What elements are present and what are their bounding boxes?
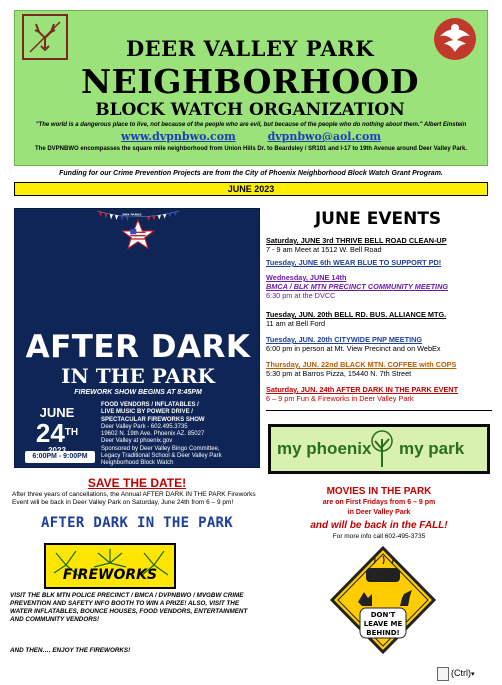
einstein-quote: "The world is a dangerous place to live, not because of the people who are evil, but because of the people who do nothing about them." Albert Einstein xyxy=(35,122,467,128)
phx-parks-logo: PHX PARKS xyxy=(122,212,142,217)
paste-options-button[interactable] xyxy=(437,664,497,682)
movies-line-1: are on First Fridays from 6 – 9 pm xyxy=(322,499,436,506)
poster-time: 6:00PM - 9:00PM xyxy=(25,451,95,463)
event-detail: 6 – 9 pm Fun & Fireworks in Deer Valley Park xyxy=(266,394,414,403)
event-title: Wednesday, JUNE 14th xyxy=(266,273,347,282)
event-item xyxy=(266,273,492,300)
save-the-date-body: After three years of cancellations, the Annual AFTER DARK IN THE PARK Fireworks Event will be back in Deer Valley Park on Saturday, June 24th from 6 – 9 pm! xyxy=(12,491,256,506)
paste-label: (Ctrl) xyxy=(451,668,471,678)
car-icon xyxy=(366,568,400,582)
my-park-text: my park xyxy=(399,439,465,458)
poster-detail: FOOD VENDORS / INFLATABLES / xyxy=(101,402,199,408)
sign-line-3: BEHIND! xyxy=(366,629,400,637)
pennant-banner xyxy=(15,209,260,249)
event-item xyxy=(266,258,492,267)
events-divider xyxy=(266,410,492,411)
event-title-2: BMCA / BLK MTN PRECINCT COMMUNITY MEETING xyxy=(266,282,449,291)
after-dark-poster xyxy=(14,208,260,468)
poster-detail: SPECTACULAR FIREWORKS SHOW xyxy=(101,416,205,423)
movies-info: For more info call 602-495-3735 xyxy=(332,533,426,540)
poster-month: JUNE xyxy=(39,405,75,420)
fireworks-graphic xyxy=(44,543,176,589)
month-banner: JUNE 2023 xyxy=(14,182,488,196)
poster-day: 24TH xyxy=(35,418,79,448)
event-item xyxy=(266,385,492,403)
event-item xyxy=(266,335,492,353)
event-item xyxy=(266,360,492,378)
sign-line-2: LEAVE ME xyxy=(363,620,403,628)
event-title: Tuesday, JUNE 6th WEAR BLUE TO SUPPORT PD! xyxy=(266,258,442,267)
event-item xyxy=(266,310,492,328)
header-links xyxy=(24,130,478,143)
area-note: The DVPNBWO encompasses the square mile neighborhood from Union Hills Dr. to Beardsley / SR101 and I-17 to 19th Avenue around Deer Valley Park. xyxy=(35,146,467,152)
poster-detail: Deer Valley at phoenix.gov xyxy=(101,438,173,445)
poster-headline-1: AFTER DARK xyxy=(25,329,251,365)
event-title: Saturday, JUNE 3rd THRIVE BELL ROAD CLEAN-UP xyxy=(266,236,447,245)
sign-line-1: DON'T xyxy=(370,611,396,619)
poster-headline-2: IN THE PARK xyxy=(61,364,215,388)
poster-detail: Legacy Traditional School & Deer Valley Park xyxy=(101,453,222,460)
poster-detail: 19602 N. 19th Ave. Phoenix AZ. 85027 xyxy=(101,431,205,438)
after-dark-title: AFTER DARK IN THE PARK xyxy=(40,515,234,531)
movies-line-3: and will be back in the FALL! xyxy=(310,520,448,531)
visit-booth-text: VISIT THE BLK MTN POLICE PRECINCT / BMCA / DVPNBWO / MVGBW CRIME PREVENTION AND SAFETY INFO BOOTH TO WIN A PRIZE! ALSO, VISIT THE WATER INFLATABLES, BOUNCE HOUSES, FOOD VENDORS, ENTERTAINMENT AND COMMUNITY VENDORS! xyxy=(10,592,248,623)
poster-detail: LIVE MUSIC BY POWER DRIVE / xyxy=(101,409,193,416)
events-title: JUNE EVENTS xyxy=(314,209,442,229)
poster-firework-time: FIREWORK SHOW BEGINS AT 8:45PM xyxy=(74,389,202,396)
fireworks-label: FIREWORKS xyxy=(62,567,158,583)
email-link[interactable]: dvpnbwo@aol.com xyxy=(267,130,381,143)
title-line-3: BLOCK WATCH ORGANIZATION xyxy=(95,100,405,120)
event-title: Tuesday, JUN. 20th BELL RD. BUS. ALLIANCE MTG. xyxy=(266,310,447,319)
dont-leave-me-behind-sign xyxy=(328,544,438,656)
enjoy-fireworks-text: AND THEN…. ENJOY THE FIREWORKS! xyxy=(10,647,131,654)
poster-detail: Neighborhood Block Watch xyxy=(101,460,174,467)
poster-detail: Sponsored by Deer Valley Bingo Committee, xyxy=(101,445,220,452)
funding-note: Funding for our Crime Prevention Projects are from the City of Phoenix Neighborhood Block Watch Grant Program. xyxy=(59,170,443,177)
event-detail: 5:30 pm at Barros Pizza, 15440 N. 7th Street xyxy=(266,369,412,378)
event-title: Tuesday, JUN. 20th CITYWIDE PNP MEETING xyxy=(266,335,423,344)
poster-details xyxy=(101,402,257,468)
movies-line-2: in Deer Valley Park xyxy=(347,509,411,516)
movies-title: MOVIES IN THE PARK xyxy=(326,486,432,497)
event-detail: 6:00 pm in person at Mt. View Precinct and on WebEx xyxy=(266,344,441,353)
title-line-1: DEER VALLEY PARK xyxy=(125,36,375,61)
poster-date xyxy=(29,405,85,449)
my-phoenix-my-park-logo xyxy=(268,424,490,474)
event-title: Thursday, JUN. 22nd BLACK MTN. COFFEE with COPS xyxy=(266,360,457,369)
clipboard-icon xyxy=(437,667,449,681)
save-the-date-heading: SAVE THE DATE! xyxy=(87,476,187,490)
poster-detail: Deer Valley Park - 602.495.3735 xyxy=(101,423,188,430)
website-link[interactable]: www.dvpnbwo.com xyxy=(121,130,236,143)
event-detail: 11 am at Bell Ford xyxy=(266,319,326,328)
tree-icon xyxy=(369,429,395,474)
event-detail: 6:30 pm at the DVCC xyxy=(266,291,336,300)
chevron-down-icon: ▾ xyxy=(471,671,475,678)
event-title: Saturday, JUN. 24th AFTER DARK IN THE PARK EVENT xyxy=(266,385,459,394)
event-item xyxy=(266,236,492,254)
title-line-2: NEIGHBORHOOD xyxy=(80,62,420,101)
event-detail: 7 - 9 am Meet at 1512 W. Bell Road xyxy=(266,245,382,254)
my-phoenix-text: my phoenix xyxy=(277,439,372,458)
